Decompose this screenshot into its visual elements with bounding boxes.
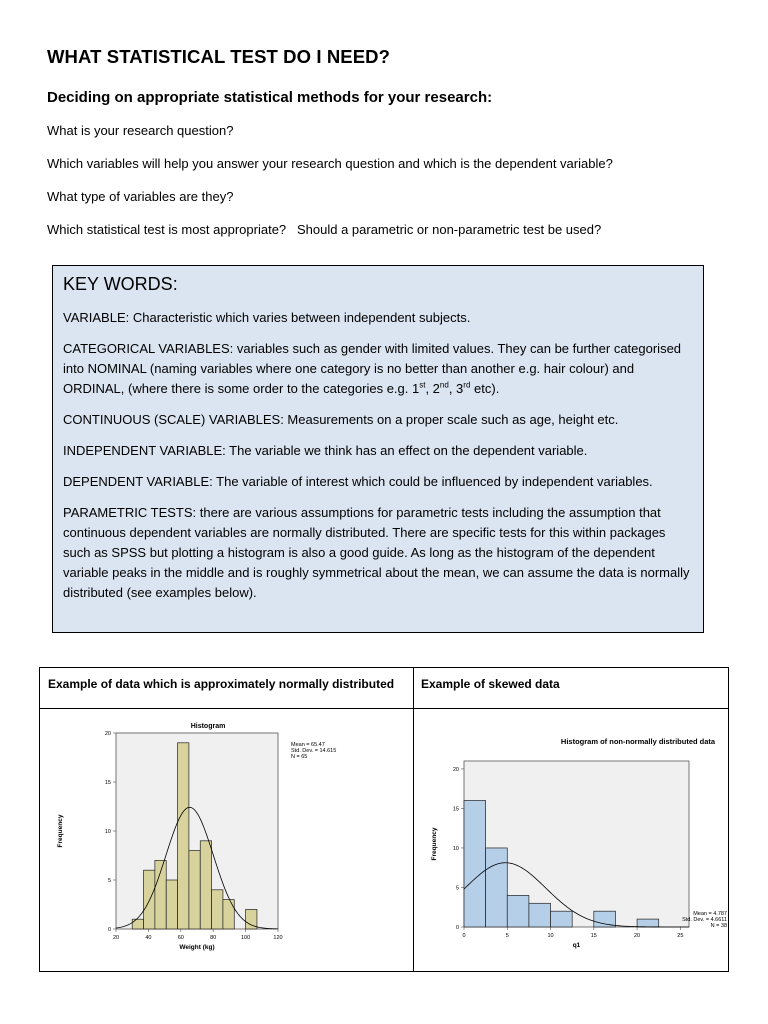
y-axis-label: Frequency bbox=[431, 827, 438, 861]
x-tick-label: 20 bbox=[112, 935, 120, 941]
y-axis-label: Frequency bbox=[57, 814, 64, 848]
examples-table bbox=[39, 667, 729, 972]
histogram-bar bbox=[529, 903, 551, 927]
histogram-bar bbox=[200, 841, 211, 929]
y-tick-label: 0 bbox=[107, 927, 111, 933]
y-tick-label: 15 bbox=[452, 806, 459, 813]
y-tick-label: 20 bbox=[452, 766, 459, 773]
stats-label: Mean = 65.47 bbox=[291, 742, 325, 748]
definition-categorical bbox=[63, 339, 693, 399]
y-tick-label: 10 bbox=[104, 829, 111, 835]
stats-label: N = 38 bbox=[710, 923, 727, 929]
stats-label: Std. Dev. = 4.6611 bbox=[682, 917, 727, 923]
categorical-text-3: , 3 bbox=[448, 381, 464, 396]
y-tick-label: 5 bbox=[455, 885, 459, 892]
x-tick-label: 20 bbox=[634, 933, 641, 939]
ordinal-sup-2nd: nd bbox=[439, 380, 449, 390]
x-tick-label: 5 bbox=[505, 933, 509, 939]
x-tick-label: 10 bbox=[547, 933, 554, 939]
stats-label: Mean = 4.787 bbox=[693, 911, 727, 917]
x-tick-label: 25 bbox=[677, 933, 684, 939]
definition-parametric: PARAMETRIC TESTS: there are various assumptions for parametric tests including the assumption that continuous dependent variables are normally distributed. There are specific tests for this within packages such as SPSS but plotting a histogram is also a good guide. As long as the histogram of the dependent variable peaks in the middle and is roughly symmetrical about the mean, we can assume the data is normally distributed (see examples below). bbox=[63, 505, 690, 600]
question-test: Which statistical test is most appropriate? Should a parametric or non-parametric test be used? bbox=[47, 222, 602, 237]
key-words-box bbox=[52, 265, 704, 633]
x-tick-label: 100 bbox=[241, 935, 251, 941]
page-subtitle: Deciding on appropriate statistical methods for your research: bbox=[47, 89, 493, 106]
y-tick-label: 5 bbox=[107, 878, 111, 884]
x-tick-label: 120 bbox=[273, 935, 283, 941]
histogram-bar bbox=[551, 911, 573, 927]
histogram-bar bbox=[166, 880, 177, 929]
normal-example-header: Example of data which is approximately normally distributed bbox=[48, 677, 395, 691]
y-tick-label: 0 bbox=[455, 925, 459, 931]
histogram-bar bbox=[212, 890, 223, 929]
ordinal-sup-3rd: rd bbox=[463, 380, 471, 390]
y-tick-label: 10 bbox=[452, 845, 459, 852]
x-tick-label: 80 bbox=[210, 935, 217, 941]
skewed-histogram bbox=[414, 709, 728, 972]
x-tick-label: 40 bbox=[145, 935, 152, 941]
categorical-text-2: , 2 bbox=[425, 381, 440, 396]
normal-histogram bbox=[40, 709, 412, 972]
histogram-bar bbox=[223, 900, 234, 929]
key-words-heading: KEY WORDS: bbox=[63, 274, 178, 294]
histogram-bar bbox=[189, 851, 200, 929]
page-title: WHAT STATISTICAL TEST DO I NEED? bbox=[47, 46, 391, 67]
histogram-bar bbox=[594, 911, 616, 927]
ordinal-sup-1st: st bbox=[419, 380, 426, 390]
histogram-bar bbox=[486, 848, 508, 927]
question-variable-type: What type of variables are they? bbox=[47, 189, 234, 204]
x-tick-label: 15 bbox=[590, 933, 597, 939]
categorical-text-4: etc). bbox=[470, 381, 500, 396]
definition-independent: INDEPENDENT VARIABLE: The variable we think has an effect on the dependent variable. bbox=[63, 443, 588, 458]
chart-title: Histogram bbox=[190, 723, 226, 730]
definition-variable: VARIABLE: Characteristic which varies between independent subjects. bbox=[63, 310, 471, 325]
question-variables: Which variables will help you answer your research question and which is the dependent variable? bbox=[47, 156, 613, 171]
histogram-bar bbox=[178, 743, 189, 929]
y-tick-label: 20 bbox=[104, 731, 111, 737]
stats-label: N = 65 bbox=[291, 754, 308, 760]
categorical-text: CATEGORICAL VARIABLES: variables such as gender with limited values. They can be further categorised into NOMINAL (naming variables where one category is no better than another e.g. hair colour) and ORDINAL, (where there is some order to the categories e.g. 1 bbox=[63, 341, 682, 396]
histogram-bar bbox=[464, 801, 486, 927]
x-axis-label: Weight (kg) bbox=[179, 944, 215, 951]
histogram-bar bbox=[132, 919, 143, 929]
definition-continuous: CONTINUOUS (SCALE) VARIABLES: Measurements on a proper scale such as age, height etc. bbox=[63, 412, 619, 427]
chart-title: Histogram of non-normally distributed data bbox=[560, 737, 716, 746]
histogram-bar bbox=[637, 919, 659, 927]
question-research: What is your research question? bbox=[47, 123, 234, 138]
x-tick-label: 0 bbox=[462, 933, 466, 939]
y-tick-label: 15 bbox=[104, 780, 111, 786]
histogram-bar bbox=[507, 895, 529, 927]
x-axis-label: q1 bbox=[572, 942, 581, 949]
stats-label: Std. Dev. = 14.615 bbox=[291, 748, 337, 754]
skewed-example-header: Example of skewed data bbox=[421, 677, 560, 691]
histogram-bar bbox=[144, 870, 155, 929]
x-tick-label: 60 bbox=[177, 935, 184, 941]
definition-dependent: DEPENDENT VARIABLE: The variable of interest which could be influenced by independent variables. bbox=[63, 474, 653, 489]
